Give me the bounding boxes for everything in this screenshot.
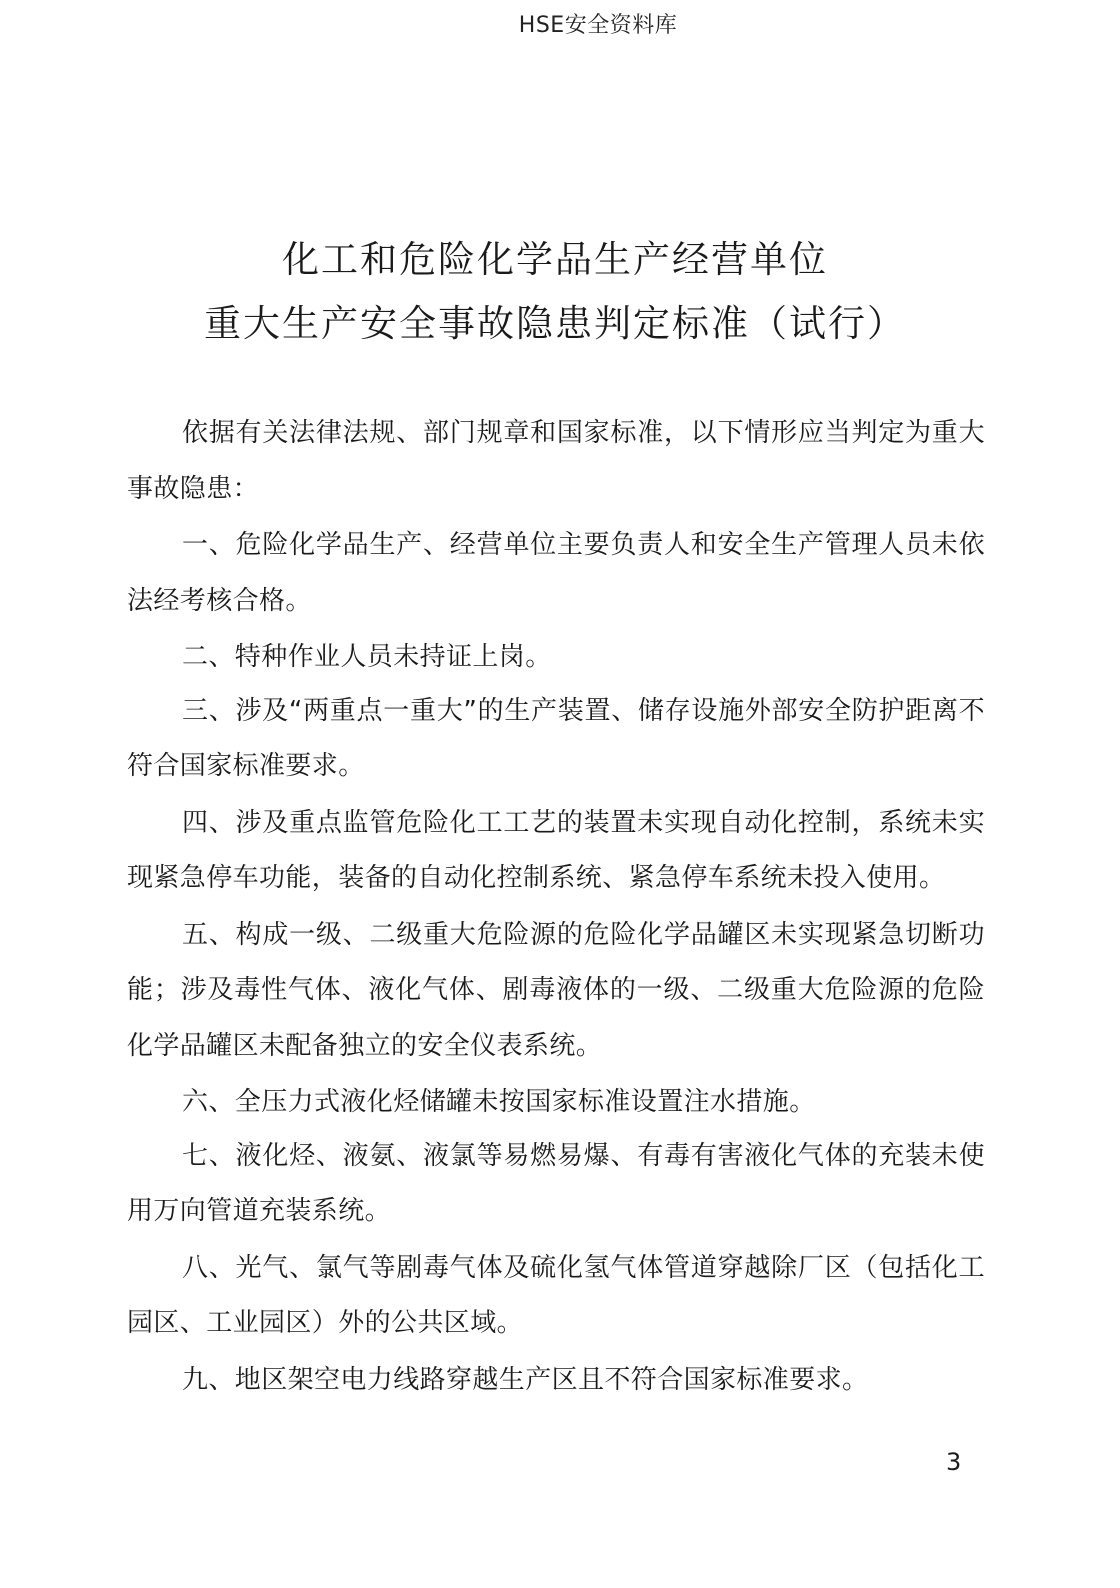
item-9: 九、地区架空电力线路穿越生产区且不符合国家标准要求。 — [182, 1364, 869, 1395]
item-3: 三、涉及“两重点一重大”的生产装置、储存设施外部安全防护距离不符合国家标准要求。 — [127, 695, 985, 781]
title-line-1: 化工和危险化学品生产经营单位 — [282, 238, 828, 281]
page-number: 3 — [946, 1448, 962, 1476]
title-line-2: 重大生产安全事故隐患判定标准（试行） — [204, 302, 906, 345]
item-4: 四、涉及重点监管危险化工工艺的装置未实现自动化控制，系统未实现紧急停车功能，装备的自动化控制系统、紧急停车系统未投入使用。 — [127, 807, 985, 893]
item-1: 一、危险化学品生产、经营单位主要负责人和安全生产管理人员未依法经考核合格。 — [127, 530, 985, 616]
item-8: 八、光气、氯气等剧毒气体及硫化氢气体管道穿越除厂区（包括化工园区、工业园区）外的公共区域。 — [127, 1252, 985, 1338]
item-5: 五、构成一级、二级重大危险源的危险化学品罐区未实现紧急切断功能；涉及毒性气体、液化气体、剧毒液体的一级、二级重大危险源的危险化学品罐区未配备独立的安全仪表系统。 — [127, 919, 985, 1061]
page-header: HSE安全资料库 — [518, 13, 678, 38]
item-2: 二、特种作业人员未持证上岗。 — [182, 642, 552, 672]
document-title — [0, 228, 1110, 356]
document-body — [127, 406, 985, 1406]
item-7: 七、液化烃、液氨、液氯等易燃易爆、有毒有害液化气体的充装未使用万向管道充装系统。 — [127, 1140, 985, 1226]
item-6: 六、全压力式液化烃储罐未按国家标准设置注水措施。 — [182, 1087, 816, 1117]
intro-paragraph: 依据有关法律法规、部门规章和国家标准，以下情形应当判定为重大事故隐患： — [127, 418, 985, 504]
